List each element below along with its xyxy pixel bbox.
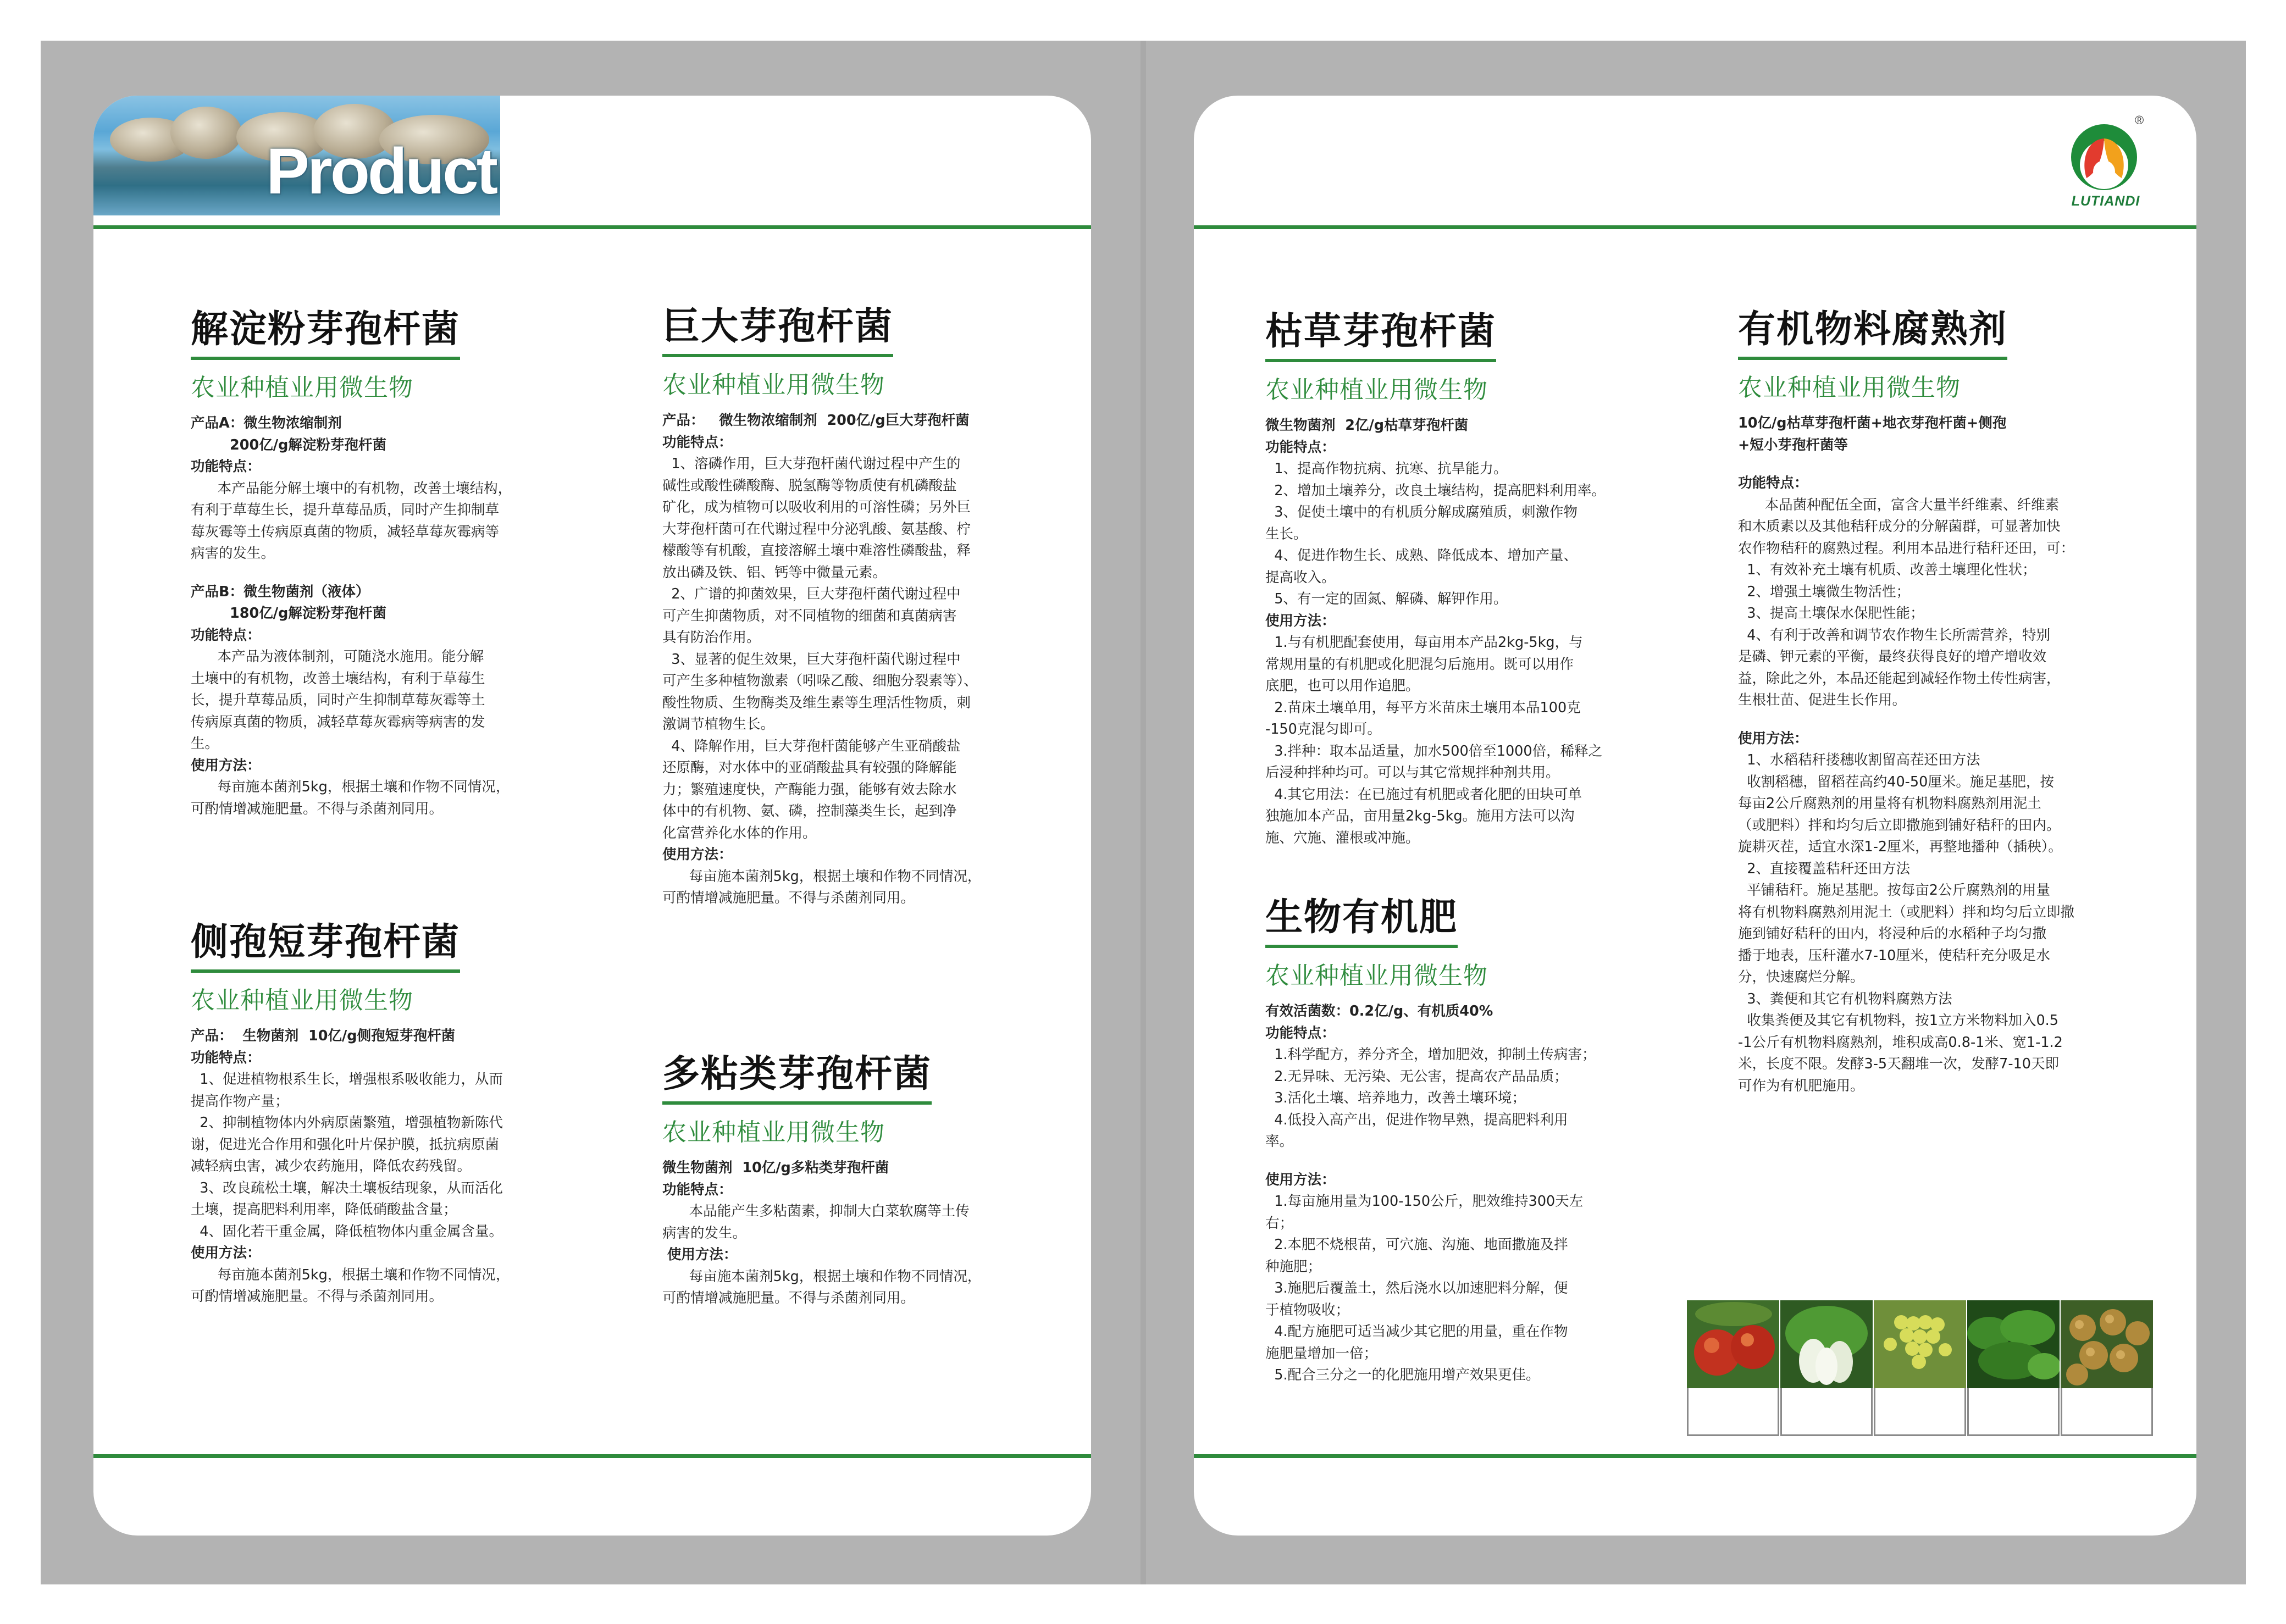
body-line: 可酌情增减施肥量。不得与杀菌剂同用。: [191, 1288, 444, 1305]
body-line: 本产品能分解土壤中的有机物，改善土壤结构，: [191, 480, 512, 497]
section-heading: 产品： 生物菌剂 10亿/g侧孢短芽孢杆菌: [191, 1028, 456, 1045]
body-line: 将有机物料腐熟剂用泥土（或肥料）拌和均匀后立即撒: [1738, 904, 2075, 921]
body-line: 3.施肥后覆盖土，然后浇水以加速肥料分解，便: [1265, 1280, 1568, 1297]
body-line: 1、溶磷作用，巨大芽孢杆菌代谢过程中产生的: [662, 456, 961, 473]
bottom-divider: [93, 1454, 1091, 1458]
product-subtitle: 农业种植业用微生物: [191, 374, 413, 402]
body-line: 2.本肥不烧根苗，可穴施、沟施、地面撒施及拌: [1265, 1237, 1568, 1254]
section-heading: 使用方法：: [662, 846, 733, 863]
bottom-divider: [1194, 1454, 2196, 1458]
body-line: 3.活化土壤、培养地力，改善土壤环境；: [1265, 1090, 1526, 1107]
body-line: 2、直接覆盖秸秆还田方法: [1738, 860, 1910, 877]
body-line: 每亩2公斤腐熟剂的用量将有机物料腐熟剂用泥土: [1738, 795, 2041, 812]
product-description: [191, 1026, 575, 1308]
product-title: 生物有机肥: [1265, 896, 1458, 939]
top-divider: [1194, 225, 2196, 229]
section-heading: 功能特点：: [1265, 439, 1336, 456]
section-heading: +短小芽孢杆菌等: [1738, 436, 1848, 453]
product-block: [191, 310, 575, 820]
photo-frame: [1780, 1388, 1873, 1436]
body-line: 激调节植物生长。: [662, 716, 775, 733]
body-line: 种施肥；: [1265, 1258, 1322, 1275]
section-heading: 200亿/g解淀粉芽孢杆菌: [191, 436, 386, 453]
body-line: 右；: [1265, 1215, 1294, 1232]
body-line: 土壤，提高肥料利用率，降低硝酸盐含量；: [191, 1201, 457, 1218]
section-heading: 功能特点：: [191, 1049, 261, 1066]
body-line: 2.苗床土壤单用，每平方米苗床土壤用本品100克: [1265, 699, 1581, 716]
body-line: 4.配方施肥可适当减少其它肥的用量，重在作物: [1265, 1323, 1568, 1340]
body-line: （或肥料）拌和均匀后立即撒施到铺好秸秆的田内。: [1738, 817, 2061, 834]
section-heading: 产品A：微生物浓缩制剂: [191, 415, 342, 432]
section-heading: 功能特点：: [191, 627, 261, 644]
body-line: 收割稻穗，留稻茬高约40-50厘米。施足基肥，按: [1738, 773, 2054, 790]
body-line: 病害的发生。: [191, 545, 275, 562]
body-line: 土壤中的有机物，改善土壤结构，有利于草莓生: [191, 670, 485, 687]
body-line: 有利于草莓生长，提升草莓品质，同时产生抑制草: [191, 502, 500, 519]
body-line: 旋耕灭茬，适宜水深1-2厘米，再整地播种（插秧）。: [1738, 839, 2062, 856]
crop-photo-strip: [1687, 1300, 2153, 1436]
grapes-photo: [1874, 1300, 1966, 1388]
product-block: [1738, 310, 2145, 1097]
body-line: 每亩施本菌剂5kg，根据土壤和作物不同情况，: [191, 1266, 510, 1283]
section-heading: 微生物菌剂 2亿/g枯草芽孢杆菌: [1265, 417, 1469, 434]
product-block: [662, 307, 1047, 910]
body-line: 长，提升草莓品质，同时产生抑制草莓灰霉等土: [191, 692, 485, 709]
body-line: 檬酸等有机酸，直接溶解土壤中难溶性磷酸盐，释: [662, 542, 971, 559]
body-line: 本产品为液体制剂，可随浇水施用。能分解: [191, 649, 484, 666]
product-description: [1265, 415, 1661, 849]
body-line: -1公斤有机物料腐熟剂，堆积成高0.8-1米、宽1-1.2: [1738, 1034, 2063, 1051]
product-block: [1265, 898, 1661, 1387]
section-heading: 产品： 微生物浓缩制剂 200亿/g巨大芽孢杆菌: [662, 412, 970, 429]
product-block: [1265, 312, 1661, 849]
body-line: 1、有效补充土壤有机质、改善土壤理化性状；: [1738, 562, 2036, 579]
body-line: 后浸种拌种均可。可以与其它常规拌种剂共用。: [1265, 764, 1560, 781]
section-heading: 使用方法：: [1738, 730, 1808, 747]
section-heading: 10亿/g枯草芽孢杆菌+地衣芽孢杆菌+侧孢: [1738, 415, 2007, 432]
body-line: 可酌情增减施肥量。不得与杀菌剂同用。: [191, 800, 444, 817]
body-line: 1、水稻秸秆搂穗收割留高茬还田方法: [1738, 752, 1980, 769]
section-heading: 功能特点：: [1738, 475, 1808, 492]
body-line: 1、促进植物根系生长，增强根系吸收能力，从而: [191, 1071, 503, 1088]
body-line: 2、增加土壤养分，改良土壤结构，提高肥料利用率。: [1265, 482, 1606, 499]
product-description: [662, 410, 1047, 910]
photo-frame: [2061, 1388, 2153, 1436]
left-page: [93, 96, 1091, 1536]
body-line: 可作为有机肥施用。: [1738, 1077, 1864, 1094]
vegetable-seedlings-photo: [1967, 1300, 2060, 1388]
body-line: 施肥量增加一倍；: [1265, 1345, 1378, 1362]
body-line: 施到铺好秸秆的田内，将浸种后的水稻种子均匀撒: [1738, 925, 2047, 943]
product-block: [662, 1052, 1047, 1310]
body-line: 减轻病虫害，减少农药施用，降低农药残留。: [191, 1158, 472, 1175]
body-line: 2、抑制植物体内外病原菌繁殖，增强植物新陈代: [191, 1115, 503, 1132]
body-line: 常规用量的有机肥或化肥混匀后施用。既可以用作: [1265, 656, 1574, 673]
pears-photo: [2061, 1300, 2153, 1388]
apple-photo: [1687, 1300, 1779, 1388]
product-description: [662, 1157, 1047, 1310]
body-line: 每亩施本菌剂5kg，根据土壤和作物不同情况，: [662, 1268, 982, 1285]
body-line: 可产生多种植物激素（吲哚乙酸、细胞分裂素等）、: [662, 673, 978, 690]
banner-image: [93, 96, 500, 215]
body-line: 可酌情增减施肥量。不得与杀菌剂同用。: [662, 890, 915, 907]
body-line: 莓灰霉等土传病原真菌的物质，减轻草莓灰霉病等: [191, 523, 500, 540]
paragraph-gap: [1738, 456, 2145, 473]
body-line: 4、促进作物生长、成熟、降低成本、增加产量、: [1265, 547, 1577, 564]
body-line: 率。: [1265, 1133, 1294, 1150]
body-line: 4、降解作用，巨大芽孢杆菌能够产生亚硝酸盐: [662, 738, 961, 755]
section-heading: 功能特点：: [662, 1181, 733, 1198]
body-line: 矿化，成为植物可以吸收利用的可溶性磷；另外巨: [662, 499, 971, 516]
body-line: 3、显著的促生效果，巨大芽孢杆菌代谢过程中: [662, 651, 961, 668]
brand-logo: [2064, 112, 2147, 214]
body-line: 3、提高土壤保水保肥性能；: [1738, 605, 1924, 622]
section-heading: 使用方法：: [1265, 612, 1336, 629]
section-heading: 产品B：微生物菌剂（液体）: [191, 583, 370, 600]
section-heading: 180亿/g解淀粉芽孢杆菌: [191, 605, 386, 622]
product-title: 枯草芽孢杆菌: [1265, 310, 1497, 353]
product-title: 巨大芽孢杆菌: [662, 305, 894, 348]
product-subtitle: 农业种植业用微生物: [1265, 962, 1488, 990]
body-line: 放出磷及铁、铝、钙等中微量元素。: [662, 564, 887, 581]
title-underline: [191, 969, 460, 973]
product-subtitle: 农业种植业用微生物: [662, 1118, 885, 1147]
body-line: 2、增强土壤微生物活性；: [1738, 583, 1910, 600]
product-subtitle: 农业种植业用微生物: [1265, 376, 1488, 404]
title-underline: [1265, 359, 1496, 362]
body-line: 大芽孢杆菌可在代谢过程中分泌乳酸、氨基酸、柠: [662, 520, 971, 537]
body-line: 碱性或酸性磷酸酶、脱氢酶等物质使有机磷酸盐: [662, 477, 957, 494]
photo-frame: [1967, 1388, 2060, 1436]
body-line: 生长。: [1265, 525, 1308, 542]
body-line: 平铺秸秆。施足基肥。按每亩2公斤腐熟剂的用量: [1738, 882, 2050, 899]
title-underline: [662, 1101, 932, 1105]
body-line: 具有防治作用。: [662, 629, 761, 646]
paragraph-gap: [1738, 712, 2145, 728]
body-line: 化富营养化水体的作用。: [662, 824, 817, 841]
section-heading: 微生物菌剂 10亿/g多粘类芽孢杆菌: [662, 1160, 889, 1177]
body-line: 力；繁殖速度快，产酶能力强，能够有效去除水: [662, 781, 957, 798]
body-line: 2.无异味、无污染、无公害，提高农产品品质；: [1265, 1068, 1568, 1085]
body-line: 底肥，也可以用作追肥。: [1265, 678, 1420, 695]
section-heading: 功能特点：: [662, 434, 733, 451]
section-heading: 使用方法：: [191, 1245, 261, 1262]
body-line: 本品能产生多粘菌素，抑制大白菜软腐等土传: [662, 1203, 970, 1220]
product-subtitle: 农业种植业用微生物: [662, 371, 885, 400]
body-line: 酸性物质、生物酶类及维生素等生理活性物质，刺: [662, 694, 971, 711]
photo-frame: [1687, 1388, 1779, 1436]
body-line: 2、广谱的抑菌效果，巨大芽孢杆菌代谢过程中: [662, 586, 961, 603]
body-line: 于植物吸收；: [1265, 1301, 1350, 1318]
body-line: 体中的有机物、氨、磷，控制藻类生长，起到净: [662, 803, 957, 820]
title-underline: [662, 354, 893, 357]
section-heading: 功能特点：: [1265, 1024, 1336, 1041]
title-underline: [1265, 945, 1458, 948]
body-line: 可酌情增减施肥量。不得与杀菌剂同用。: [662, 1290, 915, 1307]
body-line: 农作物秸秆的腐熟过程。利用本品进行秸秆还田，可：: [1738, 540, 2075, 557]
body-line: 米，长度不限。发酵3-5天翻堆一次，发酵7-10天即: [1738, 1056, 2060, 1073]
product-description: [1265, 1001, 1661, 1387]
paragraph-gap: [1265, 1153, 1661, 1169]
body-line: 提高作物产量；: [191, 1093, 289, 1110]
body-line: 3.拌种：取本品适量，加水500倍至1000倍，稀释之: [1265, 742, 1603, 760]
photo-frame: [1874, 1388, 1966, 1436]
body-line: 和木质素以及其他秸秆成分的分解菌群，可显著加快: [1738, 518, 2061, 535]
title-underline: [191, 357, 460, 360]
body-line: 本品菌种配伍全面，富含大量半纤维素、纤维素: [1738, 496, 2060, 513]
product-title: 有机物料腐熟剂: [1738, 308, 2008, 351]
body-line: 是磷、钾元素的平衡，最终获得良好的增产增收效: [1738, 649, 2047, 666]
body-line: 5.配合三分之一的化肥施用增产效果更佳。: [1265, 1367, 1540, 1384]
body-line: 1.每亩施用量为100-150公斤，肥效维持300天左: [1265, 1193, 1584, 1210]
body-line: 4、有利于改善和调节农作物生长所需营养，特别: [1738, 627, 2050, 644]
leaf-logo-icon: [2064, 112, 2147, 195]
body-line: 传病原真菌的物质，减轻草莓灰霉病等病害的发: [191, 713, 485, 730]
product-subtitle: 农业种植业用微生物: [1738, 374, 1961, 402]
body-line: -150克混匀即可。: [1265, 721, 1381, 738]
body-line: 3、粪便和其它有机物料腐熟方法: [1738, 990, 1952, 1007]
body-line: 谢，促进光合作用和强化叶片保护膜，抵抗病原菌: [191, 1136, 500, 1153]
body-line: 1、提高作物抗病、抗寒、抗旱能力。: [1265, 461, 1508, 478]
banner-word: Product: [266, 135, 496, 208]
right-page: [1194, 96, 2196, 1536]
body-line: 独施加本产品，亩用量2kg-5kg。施用方法可以沟: [1265, 808, 1575, 825]
product-subtitle: 农业种植业用微生物: [191, 986, 413, 1015]
top-divider: [93, 225, 1091, 229]
body-line: 4.其它用法：在已施过有机肥或者化肥的田块可单: [1265, 786, 1582, 803]
body-line: 分，快速腐烂分解。: [1738, 969, 1864, 986]
section-heading: 使用方法：: [1265, 1171, 1336, 1188]
title-underline: [1738, 357, 2007, 360]
body-line: 每亩施本菌剂5kg，根据土壤和作物不同情况，: [191, 779, 510, 796]
section-heading: 功能特点：: [191, 458, 261, 475]
body-line: 4.低投入高产出，促进作物早熟，提高肥料利用: [1265, 1111, 1568, 1128]
paragraph-gap: [191, 565, 575, 581]
body-line: 1.与有机肥配套使用，每亩用本产品2kg-5kg，与: [1265, 634, 1583, 651]
body-line: 3、改良疏松土壤，解决土壤板结现象，从而活化: [191, 1179, 503, 1196]
body-line: 施、穴施、灌根或冲施。: [1265, 829, 1420, 846]
body-line: 益，除此之外，本品还能起到减轻作物土传性病害，: [1738, 670, 2061, 687]
body-line: 播于地表，压秆灌水7-10厘米，使秸秆充分吸足水: [1738, 947, 2050, 964]
product-description: [1738, 413, 2145, 1097]
product-title: 多粘类芽孢杆菌: [662, 1052, 932, 1096]
product-title: 侧孢短芽孢杆菌: [191, 921, 461, 964]
body-line: 3、促使土壤中的有机质分解成腐殖质，刺激作物: [1265, 504, 1577, 521]
section-heading: 使用方法：: [191, 757, 261, 774]
body-line: 生根壮苗、促进生长作用。: [1738, 692, 1907, 709]
body-line: 4、固化若干重金属，降低植物体内重金属含量。: [191, 1223, 503, 1240]
body-line: 5、有一定的固氮、解磷、解钾作用。: [1265, 591, 1508, 608]
body-line: 可产生抑菌物质，对不同植物的细菌和真菌病害: [662, 607, 957, 624]
section-heading: 有效活菌数：0.2亿/g、有机质40%: [1265, 1003, 1493, 1020]
body-line: 每亩施本菌剂5kg，根据土壤和作物不同情况，: [662, 868, 982, 885]
body-line: 病害的发生。: [662, 1224, 747, 1241]
body-line: 收集粪便及其它有机物料，按1立方米物料加入0.5: [1738, 1012, 2058, 1029]
product-block: [191, 923, 575, 1308]
body-line: 提高收入。: [1265, 569, 1336, 586]
section-heading: 使用方法：: [662, 1246, 738, 1263]
svg-text:®: ®: [2135, 113, 2144, 127]
body-line: 1.科学配方，养分齐全，增加肥效，抑制土传病害；: [1265, 1046, 1596, 1063]
product-title: 解淀粉芽孢杆菌: [191, 308, 461, 351]
body-line: 还原酶，对水体中的亚硝酸盐具有较强的降解能: [662, 760, 957, 777]
body-line: 生。: [191, 735, 219, 752]
bok-choy-photo: [1780, 1300, 1873, 1388]
brand-name: LUTIANDI: [2071, 193, 2140, 209]
product-description: [191, 413, 575, 820]
page-spine: [1141, 41, 1146, 1584]
